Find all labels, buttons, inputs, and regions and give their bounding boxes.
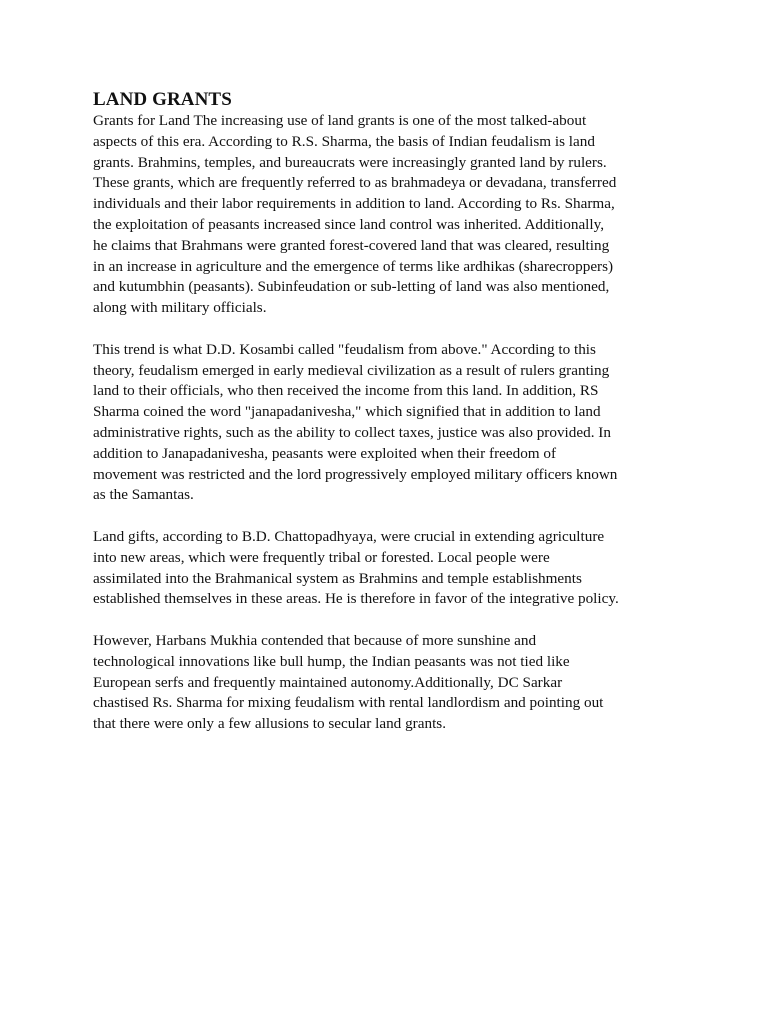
paragraph-chattopadhyaya-land-gifts: Land gifts, according to B.D. Chattopadhyaya, were crucial in extending agriculture into new areas, which were frequently tribal or forested. Local people were assimilated into the Brahmanical system as Brahmins and temple establishments established themselves in these areas. He is therefore in favor of the integrative policy.: [93, 527, 619, 608]
paragraph-kosambi-feudalism: This trend is what D.D. Kosambi called "feudalism from above." According to this theory, feudalism emerged in early medieval civilization as a result of rulers granting land to their officials, who then received the income from this land. In addition, RS Sharma coined the word "janapadanivesha," which signified that in addition to land administrative rights, such as the ability to collect taxes, justice was also provided. In addition to Janapadanivesha, peasants were exploited when their freedom of movement was restricted and the lord progressively employed military officers known as the Samantas.: [93, 340, 618, 504]
document-body: [93, 89, 683, 756]
paragraph-land-grants-intro: Grants for Land The increasing use of land grants is one of the most talked-about aspects of this era. According to R.S. Sharma, the basis of Indian feudalism is land grants. Brahmins, temples, and bureaucrats were increasingly granted land by rulers. These grants, which are frequently referred to as brahmadeya or devadana, transferred individuals and their labor requirements in addition to land. According to Rs. Sharma, the exploitation of peasants increased since land control was inherited. Additionally, he claims that Brahmans were granted forest-covered land that was cleared, resulting in an increase in agriculture and the emergence of terms like ardhikas (sharecroppers) and kutumbhin (peasants). Subinfeudation or sub-letting of land was also mentioned, along with military officials.: [93, 112, 617, 317]
document-title: LAND GRANTS: [93, 89, 232, 110]
paragraph-mukhia-sarkar-critique: However, Harbans Mukhia contended that because of more sunshine and technological innovations like bull hump, the Indian peasants was not tied like European serfs and frequently maintained autonomy.Additionally, DC Sarkar chastised Rs. Sharma for mixing feudalism with rental landlordism and pointing out that there were only a few allusions to secular land grants.: [93, 631, 604, 733]
